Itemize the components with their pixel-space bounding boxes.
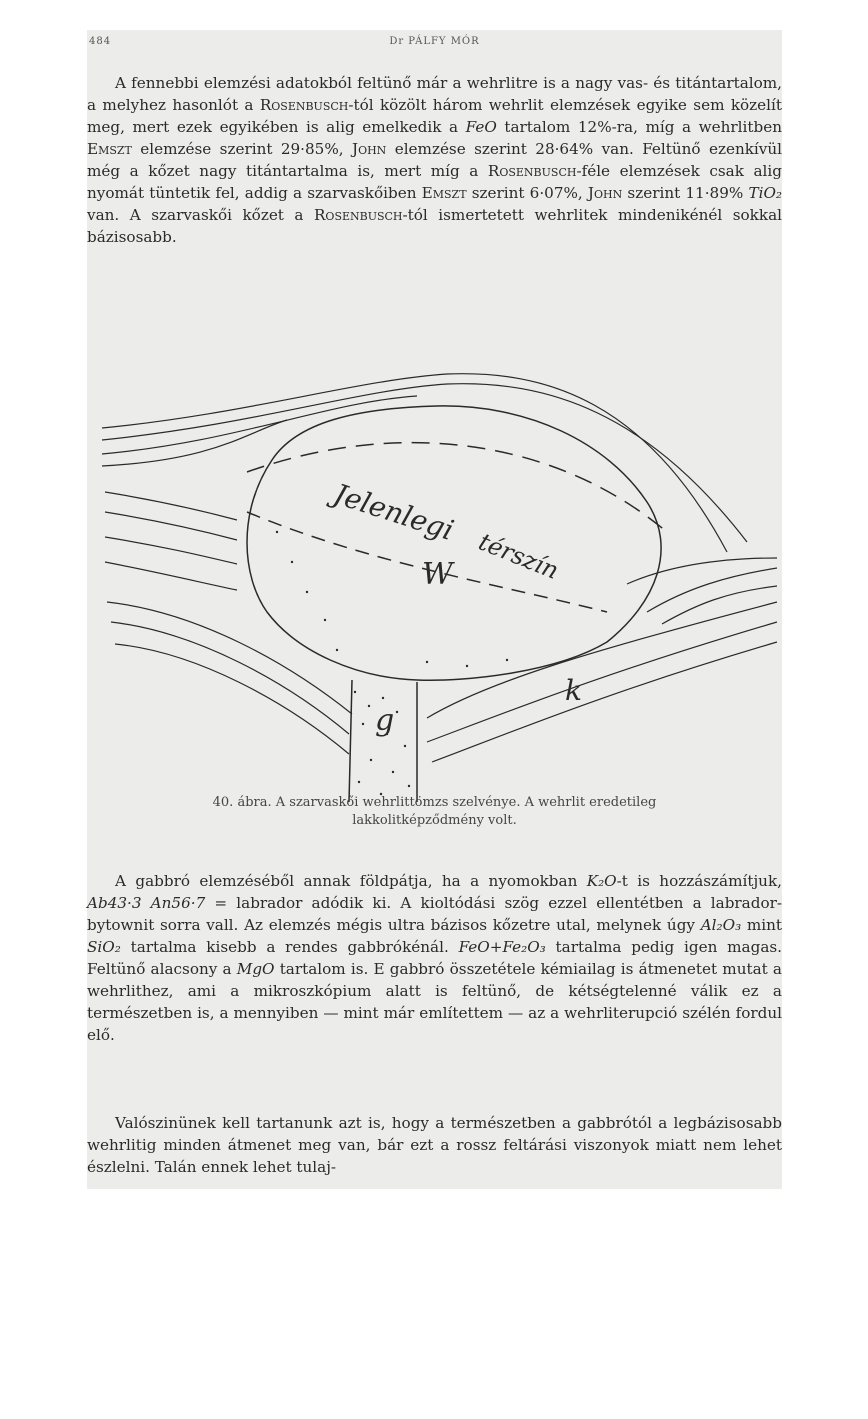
gabbro-label: g bbox=[375, 703, 395, 738]
cross-section-figure bbox=[87, 362, 782, 802]
gabbro-dots bbox=[276, 531, 508, 795]
scanned-page bbox=[87, 30, 782, 1189]
surface-label: Jelenlegi bbox=[329, 477, 458, 547]
k-label: k bbox=[565, 674, 582, 707]
page-number: 484 bbox=[89, 36, 112, 47]
paragraph-3: Valószinünek kell tartanunk azt is, hogy a természetben a gabbrótól a legbázisosabb wehrlitig minden átmenet meg van, bár ezt a rossz feltárási viszonyok miatt nem lehet észlelni. Talán ennek lehet tulaj- bbox=[87, 1114, 782, 1176]
wehrlite-body bbox=[247, 406, 667, 802]
running-title: Dr PÁLFY MÓR bbox=[389, 36, 480, 47]
paragraph-1: A fennebbi elemzési adatokból feltünő már a wehrlitre is a nagy vas- és titántartalom, a melyhez hasonlót a Rosenbusch-tól közölt három wehrlit elemzések egyike sem közelít meg, mert ezek egyikében is alig emelkedik a FeO tartalom 12%-ra, míg a wehrlitben Emszt elemzése szerint 29·85%, John elemzése szerint 28·64% van. Feltünő ezenkívül még a kőzet nagy titántartalma is, mert míg a Rosenbusch-féle elemzések csak alig nyomát tüntetik fel, addig a szarvaskőiben Emszt szerint 6·07%, John szerint 11·89% TiO₂ van. A szarvaskői kőzet a Rosenbusch-tól ismertetett wehrlitek mindenikénél sokkal bázisosabb. bbox=[87, 74, 783, 246]
running-header bbox=[87, 36, 782, 56]
paragraph-2: A gabbró elemzéséből annak földpátja, ha a nyomokban K₂O-t is hozzászámítjuk, Ab43·3 An56·7 = labrador adódik ki. A kioltódási szög ezzel ellentétben a labrador-bytownit sorra vall. Az elemzés mégis ultra bázisos kőzetre utal, melynek úgy Al₂O₃ mint SiO₂ tartalma kisebb a rendes gabbrókénál. FeO+Fe₂O₃ tartalma pedig igen magas. Feltünő alacsony a MgO tartalom is. E gabbró összetétele kémiailag is átmenetet mutat a wehrlithez, ami a mikroszkópium alatt is feltünő, de kétségtelenné válik ez a természetben is, a mennyiben — mint már említettem — az a wehrliterupció szélén fordul elő. bbox=[87, 872, 782, 1044]
figure-caption: 40. ábra. A szarvaskői wehrlittömzs szelvénye. A wehrlit eredetileg lakkolitképződmény volt. bbox=[212, 795, 657, 828]
surface-label-2: térszín bbox=[474, 527, 563, 585]
wehrlite-label: W bbox=[422, 557, 453, 592]
